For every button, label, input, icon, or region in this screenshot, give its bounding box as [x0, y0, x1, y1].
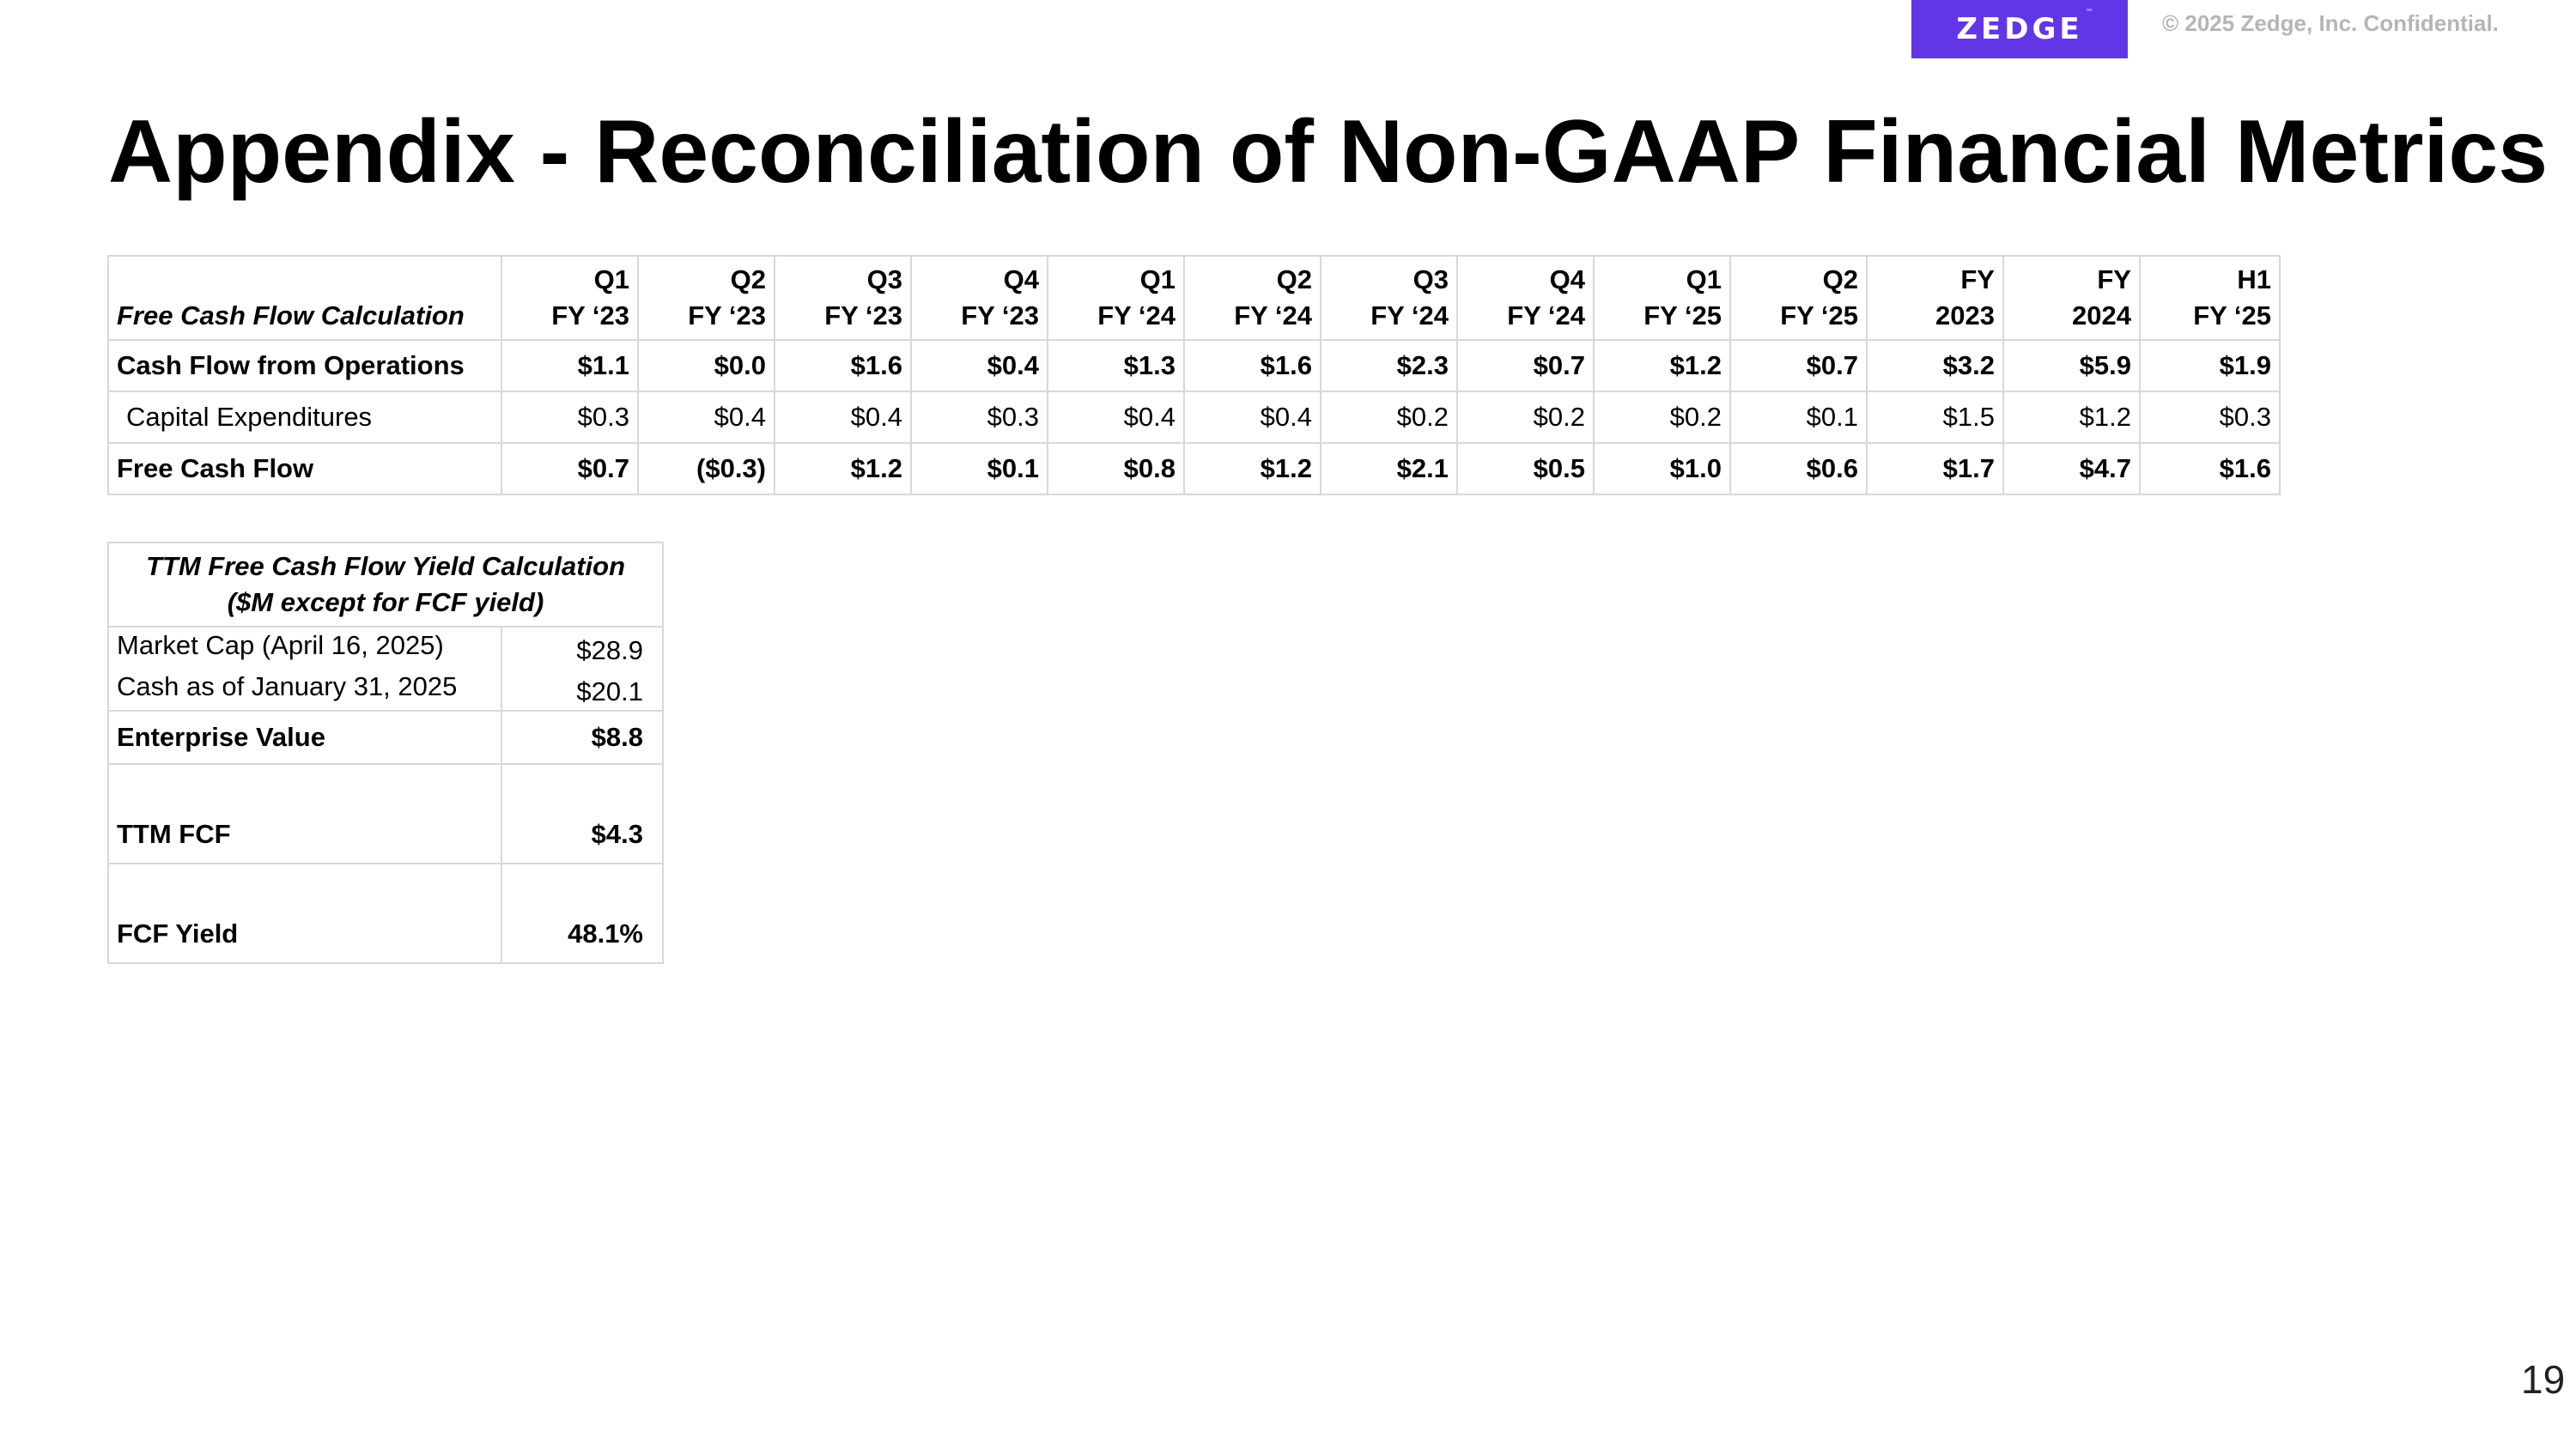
column-header: Q3 FY ‘24 [1321, 256, 1457, 340]
row-label: Cash Flow from Operations [108, 340, 501, 391]
table-cell: $0.1 [911, 443, 1048, 494]
table-cell: $28.9 [501, 627, 663, 669]
column-header: FY 2023 [1867, 256, 2003, 340]
table-cell: $0.4 [775, 391, 911, 443]
table-cell: $0.7 [501, 443, 638, 494]
table-cell: $1.0 [1594, 443, 1730, 494]
ttm-table-header [108, 543, 663, 627]
table-cell: 48.1% [501, 864, 663, 963]
table-cell: $0.2 [1594, 391, 1730, 443]
table-cell: $0.4 [638, 391, 775, 443]
table-cell: $0.4 [1048, 391, 1184, 443]
row-label: Enterprise Value [108, 711, 501, 764]
column-header: Q2 FY ‘25 [1730, 256, 1867, 340]
table-cell: $1.7 [1867, 443, 2003, 494]
table-cell: $1.6 [775, 340, 911, 391]
ttm-title-line1: TTM Free Cash Flow Yield Calculation [145, 551, 626, 581]
table-cell: $1.1 [501, 340, 638, 391]
column-header: Q4 FY ‘23 [911, 256, 1048, 340]
table-cell: $5.9 [2003, 340, 2140, 391]
table-cell: $0.3 [911, 391, 1048, 443]
table-cell: ($0.3) [638, 443, 775, 494]
table-cell: $0.7 [1457, 340, 1594, 391]
table-cell: $20.1 [501, 669, 663, 711]
free-cash-flow-table [107, 255, 2281, 495]
row-label: Free Cash Flow [108, 443, 501, 494]
table-cell: $1.3 [1048, 340, 1184, 391]
table-cell: $1.2 [2003, 391, 2140, 443]
row-label: Capital Expenditures [108, 391, 501, 443]
table-cell: $0.6 [1730, 443, 1867, 494]
table-cell: $1.2 [1594, 340, 1730, 391]
table-row [108, 764, 663, 864]
table-cell: $0.0 [638, 340, 775, 391]
table-cell: $4.7 [2003, 443, 2140, 494]
table-cell: $2.1 [1321, 443, 1457, 494]
table-cell: $1.5 [1867, 391, 2003, 443]
table-cell: $0.4 [911, 340, 1048, 391]
table-cell: $0.2 [1321, 391, 1457, 443]
row-label: FCF Yield [108, 864, 501, 963]
table-row [108, 864, 663, 963]
table-row [108, 669, 663, 711]
column-header: Q2 FY ‘23 [638, 256, 775, 340]
zedge-logo [1911, 0, 2128, 58]
logo-trademark: ™ [2085, 9, 2093, 17]
row-label: TTM FCF [108, 764, 501, 864]
table-row [108, 711, 663, 764]
table-cell: $1.2 [775, 443, 911, 494]
table-cell: $1.6 [2140, 443, 2280, 494]
table-cell: $0.4 [1184, 391, 1321, 443]
table-cell: $0.8 [1048, 443, 1184, 494]
logo-wordmark: ZEDGE ™ [1956, 9, 2093, 46]
table-cell: $0.7 [1730, 340, 1867, 391]
table-row [108, 627, 663, 669]
column-header: H1 FY ‘25 [2140, 256, 2280, 340]
table-cell: $4.3 [501, 764, 663, 864]
table-cell: $0.1 [1730, 391, 1867, 443]
table-cell: $0.5 [1457, 443, 1594, 494]
row-label: Cash as of January 31, 2025 [108, 669, 501, 711]
table-cell: $0.3 [2140, 391, 2280, 443]
ttm-fcf-yield-table [107, 542, 664, 964]
column-header: Q4 FY ‘24 [1457, 256, 1594, 340]
column-header: FY 2024 [2003, 256, 2140, 340]
table-cell: $1.2 [1184, 443, 1321, 494]
table-header-row [108, 256, 2280, 340]
column-header: Q3 FY ‘23 [775, 256, 911, 340]
copyright-notice: © 2025 Zedge, Inc. Confidential. [2162, 10, 2499, 36]
table-cell: $0.2 [1457, 391, 1594, 443]
table-cell: $2.3 [1321, 340, 1457, 391]
page-title: Appendix - Reconciliation of Non-GAAP Financial Metrics [108, 102, 2549, 202]
ttm-title-line2: ($M except for FCF yield) [227, 587, 544, 617]
page-number: 19 [2521, 1357, 2566, 1402]
table-row [108, 391, 2280, 443]
ttm-table-title [108, 543, 663, 627]
column-header: Q1 FY ‘23 [501, 256, 638, 340]
table-cell: $0.3 [501, 391, 638, 443]
table-cell: $1.6 [1184, 340, 1321, 391]
row-label: Market Cap (April 16, 2025) [108, 627, 501, 669]
column-header: Q1 FY ‘24 [1048, 256, 1184, 340]
table-row [108, 443, 2280, 494]
header-label: Free Cash Flow Calculation [108, 256, 501, 340]
table-cell: $3.2 [1867, 340, 2003, 391]
column-header: Q2 FY ‘24 [1184, 256, 1321, 340]
table-cell: $1.9 [2140, 340, 2280, 391]
table-cell: $8.8 [501, 711, 663, 764]
table-row [108, 340, 2280, 391]
column-header: Q1 FY ‘25 [1594, 256, 1730, 340]
